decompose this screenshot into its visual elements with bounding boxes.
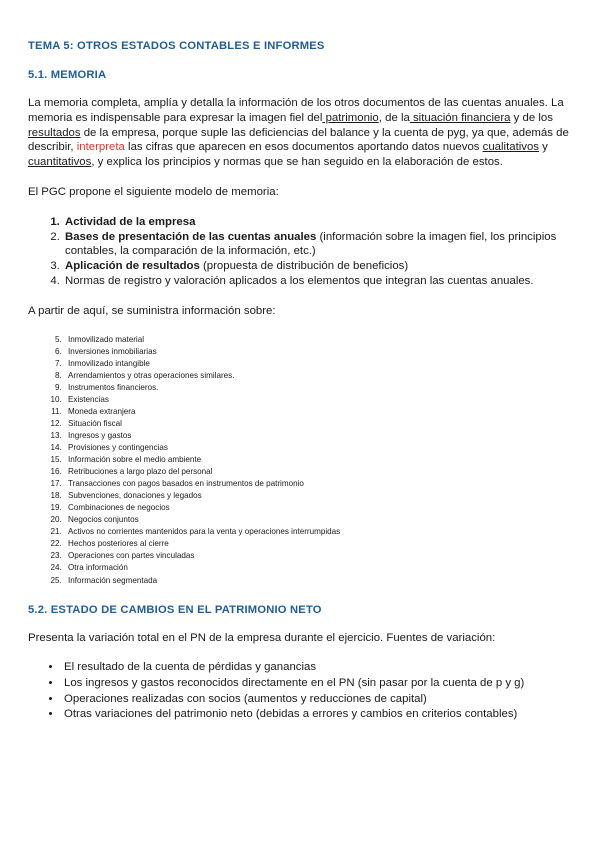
- list-item: 24. Otra información: [64, 562, 576, 574]
- list-item: 18. Subvenciones, donaciones y legados: [64, 490, 576, 502]
- list-item: 19. Combinaciones de negocios: [64, 502, 576, 514]
- variation-sources-list: [28, 660, 576, 722]
- model-item-title: Actividad de la empresa: [65, 215, 196, 228]
- info-intro: A partir de aquí, se suministra información sobre:: [28, 304, 276, 317]
- model-item-desc: Normas de registro y valoración aplicados a los elementos que integran las cuentas anuales.: [65, 274, 534, 287]
- list-item: 9. Instrumentos financieros.: [64, 382, 576, 394]
- text-run: , y explica los principios y normas que se han seguido en la elaboración de estos.: [91, 156, 503, 169]
- list-item: 10. Existencias: [64, 394, 576, 406]
- list-item: 20. Negocios conjuntos: [64, 514, 576, 526]
- underlined-term-resultados: resultados: [28, 126, 81, 139]
- list-item: 22. Hechos posteriores al cierre: [64, 538, 576, 550]
- document-page: [28, 40, 576, 723]
- list-item: 12. Situación fiscal: [64, 418, 576, 430]
- memory-model-list: [28, 215, 576, 289]
- underlined-term-patrimonio: patrimonio: [322, 111, 379, 124]
- list-item: 15. Información sobre el medio ambiente: [64, 454, 576, 466]
- list-item: 7. Inmovilizado intangible: [64, 358, 576, 370]
- memoria-paragraph: [28, 96, 576, 170]
- underlined-term-cualitativos: cualitativos: [482, 141, 540, 154]
- text-run: las cifras que aparecen en esos documentos aportando datos nuevos: [124, 141, 483, 154]
- model-item: [63, 274, 576, 289]
- underlined-term-cuantitativos: cuantitativos: [28, 156, 92, 169]
- model-item: [63, 215, 576, 230]
- text-run: y: [539, 141, 548, 154]
- text-run: La memoria completa, amplía y detalla la información de los otros documentos de las cuentas anuales. La memoria es indispensable para expresar la imagen fiel del: [28, 97, 564, 124]
- underlined-term-situacion-financiera: situación financiera: [409, 111, 511, 124]
- list-item: 5. Inmovilizado material: [64, 334, 576, 346]
- list-item: • Los ingresos y gastos reconocidos directamente en el PN (sin pasar por la cuenta de p y g): [62, 676, 576, 692]
- ecpn-paragraph: Presenta la variación total en el PN de la empresa durante el ejercicio. Fuentes de variación:: [28, 631, 496, 644]
- list-item: • Otras variaciones del patrimonio neto (debidas a errores y cambios en criterios contables): [62, 707, 576, 723]
- list-item: 17. Transacciones con pagos basados en instrumentos de patrimonio: [64, 478, 576, 490]
- list-item: 11. Moneda extranjera: [64, 406, 576, 418]
- model-item-title: Bases de presentación de las cuentas anuales: [65, 230, 317, 243]
- text-run: y de los: [510, 111, 553, 124]
- list-item: • El resultado de la cuenta de pérdidas y ganancias: [62, 660, 576, 676]
- highlighted-term-interpreta: interpreta: [76, 141, 125, 154]
- model-item-desc: (propuesta de distribución de beneficios): [199, 260, 409, 273]
- info-list: [28, 334, 576, 587]
- model-item: [63, 259, 576, 274]
- section-heading-ecpn: 5.2. ESTADO DE CAMBIOS EN EL PATRIMONIO NETO: [28, 603, 322, 616]
- list-item: 13. Ingresos y gastos: [64, 430, 576, 442]
- list-item: 8. Arrendamientos y otras operaciones similares.: [64, 370, 576, 382]
- model-item: [63, 230, 576, 260]
- list-item: 23. Operaciones con partes vinculadas: [64, 550, 576, 562]
- page-title: TEMA 5: OTROS ESTADOS CONTABLES E INFORMES: [28, 40, 325, 52]
- text-run: , de la: [378, 111, 410, 124]
- model-item-title: Aplicación de resultados: [65, 260, 200, 273]
- text-run: de la empresa, porque suple las deficiencias del balance y la cuenta de pyg, ya que, además de describir,: [28, 126, 569, 154]
- list-item: 16. Retribuciones a largo plazo del personal: [64, 466, 576, 478]
- list-item: • Operaciones realizadas con socios (aumentos y reducciones de capital): [62, 692, 576, 708]
- list-item: 21. Activos no corrientes mantenidos para la venta y operaciones interrumpidas: [64, 526, 576, 538]
- list-item: 25. Información segmentada: [64, 575, 576, 587]
- model-item-desc: (información sobre la imagen fiel, los principios contables, la comparación de la información, etc.): [65, 230, 557, 258]
- model-intro: El PGC propone el siguiente modelo de memoria:: [28, 185, 279, 198]
- list-item: 6. Inversiones inmobiliarias: [64, 346, 576, 358]
- list-item: 14. Provisiones y contingencias: [64, 442, 576, 454]
- section-heading-memoria: 5.1. MEMORIA: [28, 69, 107, 81]
